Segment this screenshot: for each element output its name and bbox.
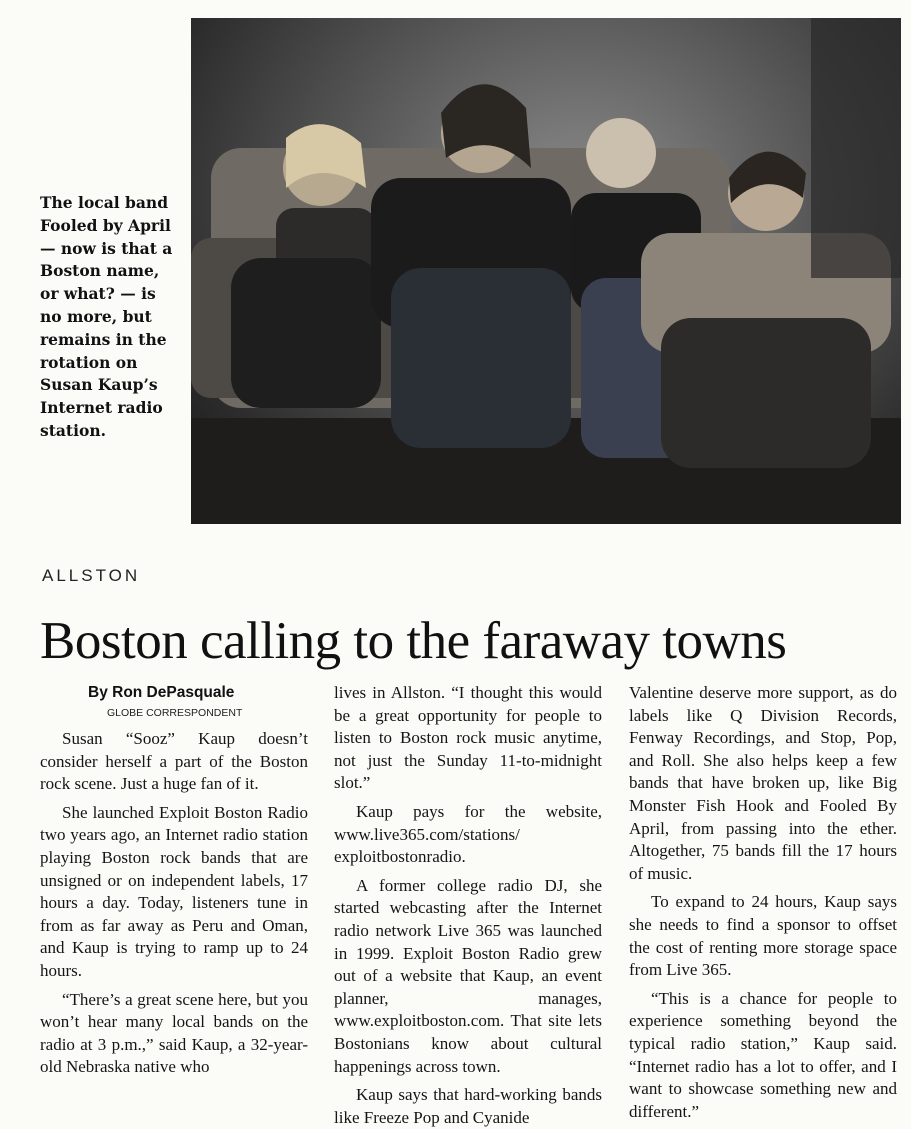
paragraph: “This is a chance for people to experience something beyond the typical radio station,” Kaup said. “Internet radio has a lot to offer, and I want to showcase something new and different.” [629,988,897,1121]
band-photo-illustration [191,18,901,524]
byline: By Ron DePasquale [88,684,235,701]
article-column-1 [40,728,308,1079]
paragraph: lives in Allston. “I thought this would be a great opportunity for people to listen to Boston rock music anytime, not just the Sunday 11-to-midnight slot.” [334,683,602,793]
paragraph: Kaup says that hard-working bands like Freeze Pop and Cyanide [334,1085,602,1127]
photo-caption: The local band Fooled by April — now is that a Boston name, or what? — is no more, but remains in the rotation on Susan Kaup’s Internet radio station. [40,193,173,440]
paragraph: “There’s a great scene here, but you won’t hear many local bands on the radio at 3 p.m.,” said Kaup, a 32-year-old Nebraska native who [40,989,308,1077]
paragraph: She launched Exploit Boston Radio two years ago, an Internet radio station playing Boston rock bands that are unsigned or on independent labels, 17 hours a day. Today, listeners tune in from as far away as Peru and Oman, and Kaup is trying to ramp up to 24 hours. [40,802,308,980]
paragraph: Kaup pays for the website, www.live365.com/stations/ exploitbostonradio. [334,801,602,867]
article-column-3 [629,682,897,1123]
dateline: ALLSTON [42,566,141,585]
paragraph: Susan “Sooz” Kaup doesn’t consider herself a part of the Boston rock scene. Just a huge fan of it. [40,729,308,794]
paragraph: To expand to 24 hours, Kaup says she needs to find a sponsor to offset the cost of renting more storage space from Live 365. [629,892,897,980]
paragraph: Valentine deserve more support, as do labels like Q Division Records, Fenway Recordings, and Stop, Pop, and Roll. She also helps keep a few bands that have broken up, like Big Monster Fish Hook and Fooled By April, from passing into the ether. Altogether, 75 bands fill the 17 hours of music. [629,683,897,883]
headline: Boston calling to the faraway towns [40,612,787,670]
band-member-3 [586,118,656,188]
article-column-2 [334,682,602,1129]
band-photo [191,18,901,524]
byline-credit: GLOBE CORRESPONDENT [107,707,243,719]
paragraph: A former college radio DJ, she started webcasting after the Internet radio network Live 365 was launched in 1999. Exploit Boston Radio grew out of a website that Kaup, an event planner, manages, www.exploitboston.com. That site lets Bostonians know about cultural happenings across town. [334,875,602,1076]
